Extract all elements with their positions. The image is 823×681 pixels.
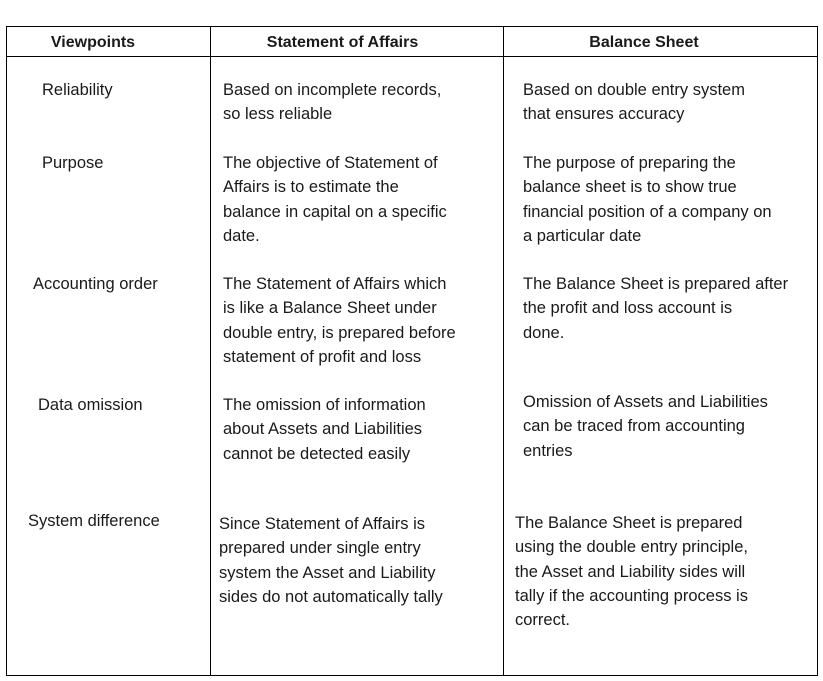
balance-accounting-order: The Balance Sheet is prepared after the profit and loss account is done. [523, 275, 789, 342]
balance-data-omission: Omission of Assets and Liabilities can be traced from accounting entries [523, 393, 768, 460]
statement-accounting-order: The Statement of Affairs which is like a Balance Sheet under double entry, is prepared before statement of profit and loss [223, 275, 456, 366]
column-divider-1 [210, 27, 211, 675]
header-viewpoints: Viewpoints [50, 34, 136, 51]
viewpoint-reliability: Reliability [42, 81, 113, 99]
header-divider [7, 56, 817, 57]
balance-purpose: The purpose of preparing the balance sheet is to show true financial position of a company on a particular date [523, 154, 772, 245]
comparison-table [6, 26, 818, 676]
header-statement-of-affairs: Statement of Affairs [266, 34, 419, 51]
balance-system-difference: The Balance Sheet is prepared using the double entry principle, the Asset and Liability sides will tally if the accounting process is correct. [515, 514, 748, 630]
viewpoint-system-difference: System difference [28, 512, 160, 530]
statement-system-difference: Since Statement of Affairs is prepared under single entry system the Asset and Liability sides do not automatically tally [219, 515, 443, 606]
viewpoint-data-omission: Data omission [38, 396, 143, 414]
viewpoint-accounting-order: Accounting order [33, 275, 158, 293]
statement-purpose: The objective of Statement of Affairs is to estimate the balance in capital on a specific date. [223, 154, 447, 245]
balance-reliability: Based on double entry system that ensures accuracy [523, 81, 745, 124]
header-balance-sheet: Balance Sheet [589, 34, 699, 51]
statement-reliability: Based on incomplete records, so less reliable [223, 81, 442, 124]
statement-data-omission: The omission of information about Assets and Liabilities cannot be detected easily [223, 396, 426, 463]
viewpoint-purpose: Purpose [42, 154, 104, 172]
column-divider-2 [503, 27, 504, 675]
